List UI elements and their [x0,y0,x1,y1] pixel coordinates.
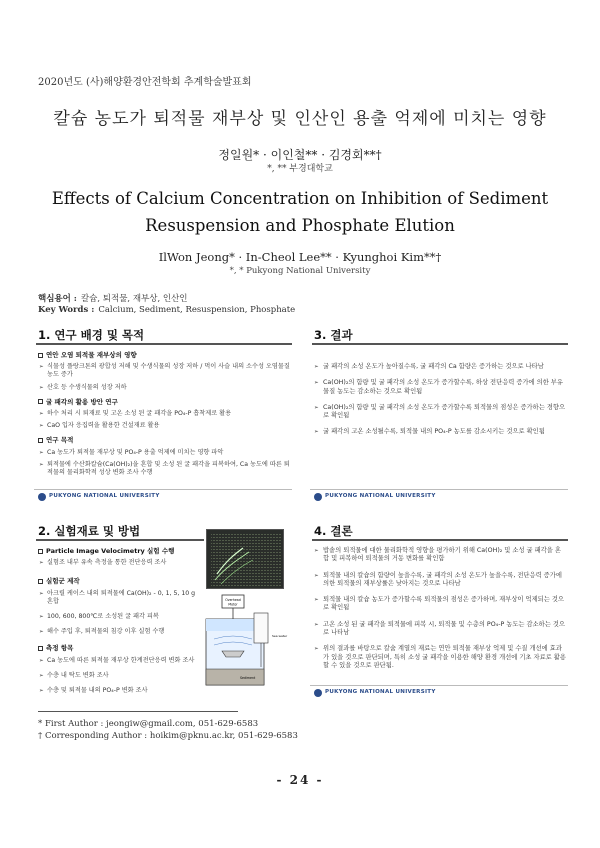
bullet-item: ➢ 아크릴 케이스 내의 퇴적물에 Ca(OH)₂ - 0, 1, 5, 10 g 혼합 [38,590,196,606]
checkbox-icon [38,438,43,443]
section-heading-text: 굴 패각의 활용 방안 연구 [46,397,118,406]
keywords-english-label: Key Words : [38,305,95,315]
result-item: ➢ 굴 패각의 소성 온도가 높아질수록, 굴 패각의 Ca 함량은 증가하는 것으로 나타남 [314,363,566,371]
keywords-english [38,305,295,315]
checkbox-icon [38,353,43,358]
korean-authors: 정일원* · 이인철** · 김경회**† [218,148,382,162]
bullet-item: ➢ Ca 농도에 따른 퇴적물 재부상 한계전단응력 변화 조사 [38,657,196,665]
result-item: ➢ 굴 패각의 고온 소성될수록, 퇴적물 내의 PO₄-P 농도를 감소시키는 것으로 확인됨 [314,428,566,436]
slide-title: 3. 결과 [314,328,353,342]
checkbox-icon [38,579,43,584]
slide-methods [34,523,292,700]
bullet-item: ➢ 식물성 플랑크톤의 광합성 저해 및 수생식물의 성장 저하 / 먹이 사슬 내의 소수성 오염물질 농도 증가 [38,363,290,379]
slide-body [38,351,290,477]
slide-footer [310,685,568,699]
korean-title: 칼슘 농도가 퇴적물 재부상 및 인산인 용출 억제에 미치는 영향 [53,109,547,129]
overhead-label: Overhead [225,598,241,602]
section-heading-text: Particle Image Velocimetry 실험 수행 [46,547,175,555]
experimental-apparatus-diagram [192,593,288,693]
bullet-item: ➢ CaO 입자 응집력을 활용한 건설재료 활용 [38,422,290,430]
slide-title: 2. 실험재료 및 방법 [38,524,141,538]
korean-affiliation: *, ** 부경대학교 [267,164,333,174]
slide-title: 1. 연구 배경 및 목적 [38,328,145,342]
conference-header: 2020년도 (사)해양환경안전학회 추계학술발표회 [38,77,252,88]
keywords-english-text: Calcium, Sediment, Resuspension, Phosphate [98,305,296,315]
slide-background [34,327,292,503]
conclusion-item: ➢ 위의 결과를 바탕으로 칼슘 계열의 재료는 연안 퇴적물 재부상 억제 및 수질 개선에 효과가 있을 것으로 판단되며, 특히 소성 굴 패각을 이용한 해양 환경 개선에 기초 자료로 활용할 수 있을 것으로 판단됨. [314,645,566,670]
slide-results [310,327,568,503]
section-heading-text: 연구 목적 [46,436,74,445]
section-heading [38,351,290,359]
section-heading-text: 측정 항목 [46,644,74,653]
university-logo-icon [38,493,46,501]
checkbox-icon [38,549,43,554]
slide-footer [310,489,568,503]
section-heading [38,398,290,406]
conclusion-item: ➢ 퇴적물 내의 칼슘의 함량이 높을수록, 굴 패각의 소성 온도가 높을수록, 전단응력 증가에 의한 퇴적물의 재부상률은 낮아지는 것으로 나타남 [314,572,566,589]
bullet-item: ➢ 수층 내 탁도 변화 조사 [38,672,196,680]
sea-water-label: Sea water [272,634,288,638]
bullet-item: ➢ 실험조 내부 유속 측정을 통한 전단응력 조사 [38,559,196,567]
section-heading [38,547,196,555]
result-item: ➢ Ca(OH)₂의 함량 및 굴 패각의 소성 온도가 증가할수록, 하상 전단응력 증가에 의한 부유물질 농도는 감소하는 것으로 확인됨 [314,379,566,396]
motor-label: Motor [228,602,238,607]
checkbox-icon [38,646,43,651]
bullet-item: ➢ 하수 처리 시 퇴재료 및 고온 소성 된 굴 패각을 PO₄-P 흡착제로 활용 [38,410,290,418]
bullet-item: ➢ 수층 및 퇴적물 내의 PO₄-P 변화 조사 [38,687,196,695]
university-logo-icon [314,493,322,501]
slide-title: 4. 결론 [314,524,353,538]
footnote-divider [38,711,238,712]
corresponding-author-footnote: † Corresponding Author : hoikim@pknu.ac.kr, 051-629-6583 [38,731,298,741]
english-affiliation: *, * Pukyong National University [229,266,371,276]
slide-divider [36,343,292,345]
bullet-item: ➢ 해수 주입 후, 퇴적물의 침강 이후 실험 수행 [38,628,196,636]
conclusion-item: ➢ 퇴적물 내의 칼슘 농도가 증가할수록 퇴적물의 점성은 증가하며, 재부상이 억제되는 것으로 확인됨 [314,596,566,613]
section-heading [38,577,196,585]
university-name: PUKYONG NATIONAL UNIVERSITY [49,493,160,499]
university-name: PUKYONG NATIONAL UNIVERSITY [325,493,436,499]
slide-footer [34,489,292,503]
section-heading-text: 연안 오염 퇴적물 재부상의 영향 [46,351,137,359]
keywords-korean-label: 핵심용어 : [38,294,77,304]
english-title: Effects of Calcium Concentration on Inhibition of Sediment Resuspension and Phosphate Elution [51,189,549,235]
bullet-item: ➢ 100, 600, 800℃로 소성된 굴 패각 피복 [38,613,196,621]
slide-divider [36,539,204,541]
sediment-label: Sediment [240,676,256,680]
bullet-item: ➢ 산호 등 수생식물의 성장 저하 [38,384,290,392]
piv-velocity-field-image [206,529,284,589]
slide-conclusion [310,523,568,699]
section-heading [38,644,196,652]
conclusion-item: ➢ 고온 소성 된 굴 패각을 퇴적물에 피복 시, 퇴적물 및 수층의 PO₄-P 농도는 감소하는 것으로 나타남 [314,621,566,638]
keywords-korean [38,292,188,304]
slide-body [314,547,566,670]
conclusion-item: ➢ 밥솥의 퇴적물에 대한 물리화학적 영향을 평가하기 위해 Ca(OH)₂ 및 소성 굴 패각을 혼합 및 피복하여 퇴적물의 거동 변화를 확인함 [314,547,566,564]
english-authors: IlWon Jeong* · In-Cheol Lee** · Kyunghoi Kim**† [158,250,442,264]
bullet-item: ➢ Ca 농도가 퇴적물 재부상 및 PO₄-P 용출 억제에 미치는 영향 파악 [38,449,290,457]
university-name: PUKYONG NATIONAL UNIVERSITY [325,689,436,695]
slide-body [314,363,566,437]
university-logo-icon [314,689,322,697]
section-heading [38,436,290,444]
keywords-korean-text: 칼슘, 퇴적물, 재부상, 인산인 [80,294,188,304]
checkbox-icon [38,399,43,404]
first-author-footnote: * First Author : jeongiw@gmail.com, 051-629-6583 [38,719,259,729]
result-item: ➢ Ca(OH)₂의 함량 및 굴 패각의 소성 온도가 증가할수록 퇴적물의 점성은 증가하는 경향으로 확인됨 [314,404,566,421]
page-number: - 24 - [276,773,324,787]
slide-divider [312,343,568,345]
section-heading-text: 실험군 제작 [46,577,80,586]
slide-divider [312,539,568,541]
bullet-item: ➢ 퇴적물에 수산화칼슘(Ca(OH)₂)을 혼합 및 소성 된 굴 패각을 피복하여, Ca 농도에 따른 퇴적물의 물리화학적 성상 변화 조사 수행 [38,461,290,477]
slide-body [38,547,196,695]
